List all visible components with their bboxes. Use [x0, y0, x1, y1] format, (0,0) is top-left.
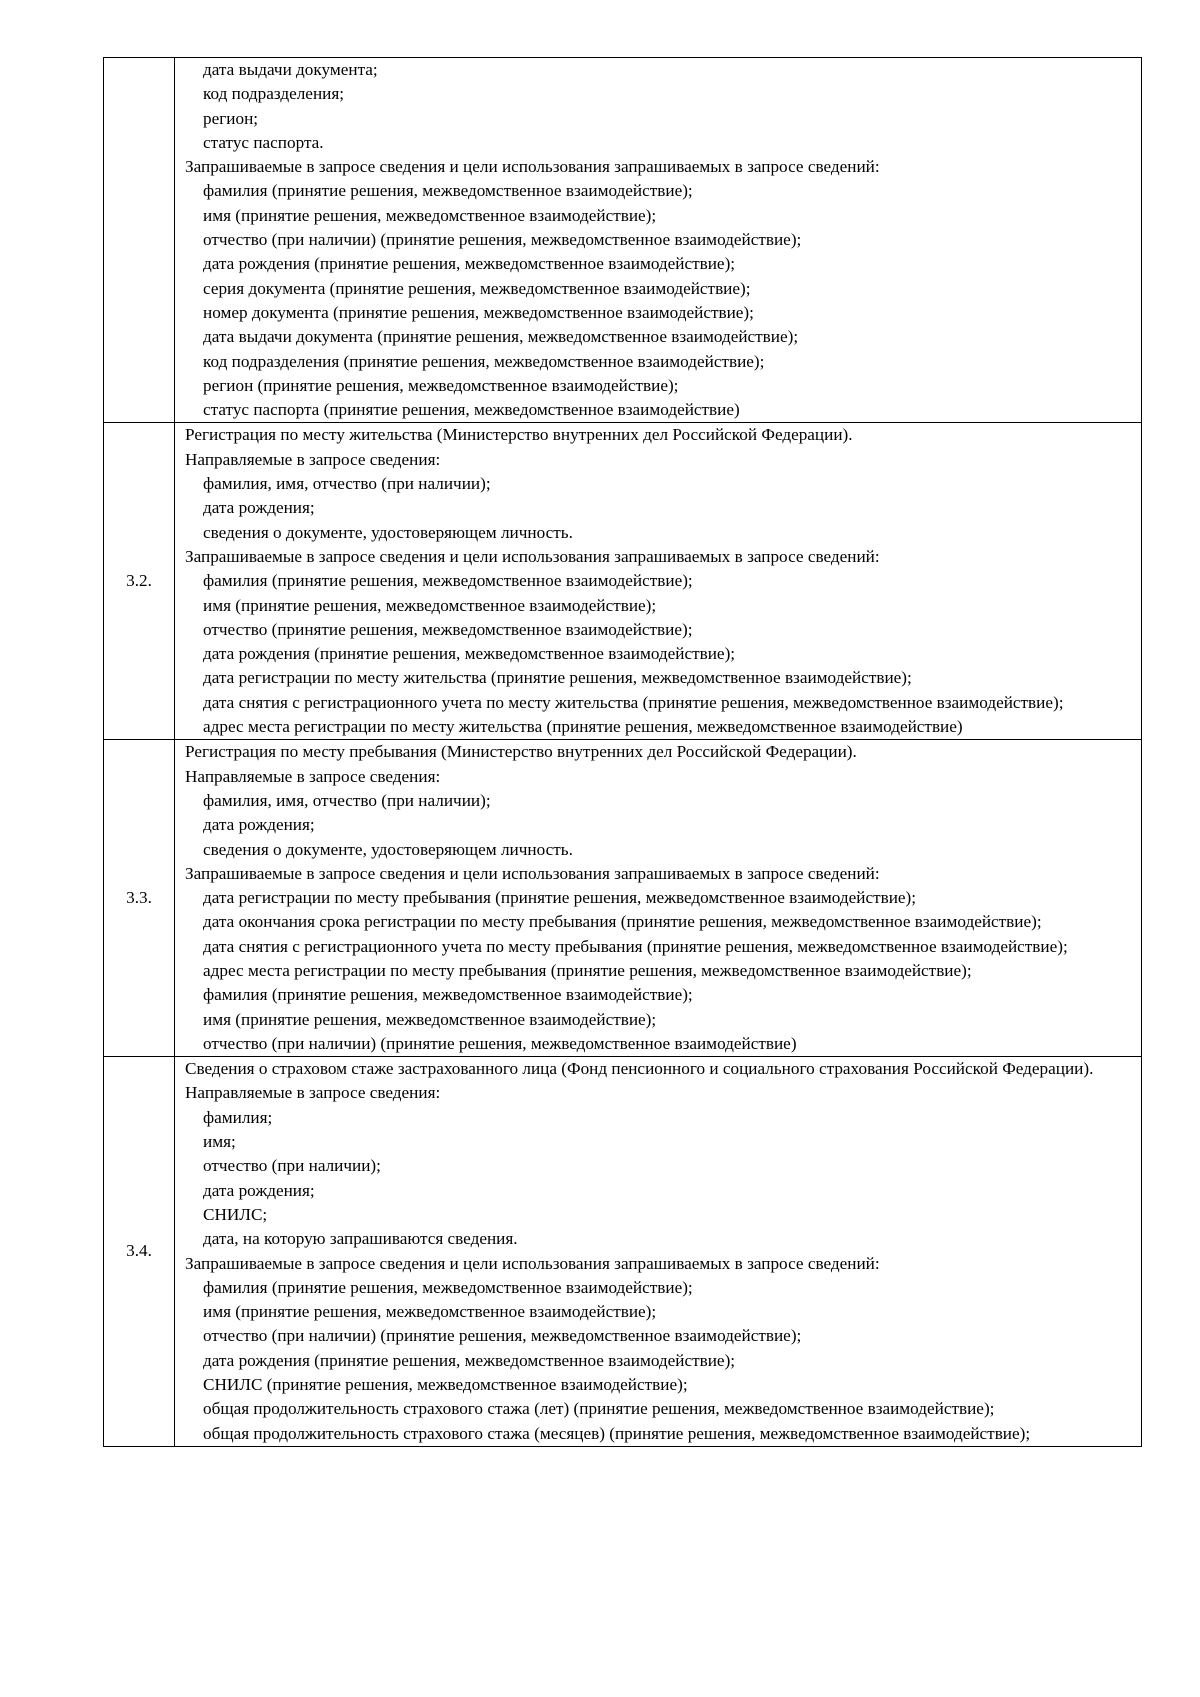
list-item: дата выдачи документа; — [203, 60, 378, 79]
paragraph-text: Сведения о страховом стаже застрахованного лица (Фонд пенсионного и социального страхования Российской Федерации). — [185, 1059, 1094, 1079]
paragraph-text: Регистрация по месту пребывания (Министерство внутренних дел Российской Федерации). — [185, 742, 857, 762]
list-item: имя (принятие решения, межведомственное взаимодействие); — [203, 595, 657, 615]
list-item: дата выдачи документа (принятие решения, межведомственное взаимодействие); — [203, 327, 799, 347]
list-item: статус паспорта. — [203, 132, 324, 152]
list-item: дата рождения; — [203, 498, 315, 518]
row-number-cell: 3.3. — [104, 740, 175, 1057]
list-item: серия документа (принятие решения, межведомственное взаимодействие); — [203, 278, 751, 298]
list-item: отчество (при наличии) (принятие решения, межведомственное взаимодействие); — [203, 1326, 802, 1346]
list-item: статус паспорта (принятие решения, межведомственное взаимодействие) — [203, 400, 740, 420]
list-item: общая продолжительность страхового стажа (месяцев) (принятие решения, межведомственное взаимодействие); — [203, 1423, 1031, 1443]
paragraph-text: Направляемые в запросе сведения: — [185, 449, 441, 469]
list-item: дата регистрации по месту жительства (принятие решения, межведомственное взаимодействие); — [203, 668, 912, 688]
requirements-table — [103, 57, 1142, 1447]
row-number-cell: 3.4. — [104, 1057, 175, 1447]
row-number-cell: 3.2. — [104, 423, 175, 740]
list-item: отчество (принятие решения, межведомственное взаимодействие); — [203, 619, 693, 639]
table-row — [104, 58, 1142, 423]
list-item: дата рождения; — [203, 815, 315, 835]
list-item: адрес места регистрации по месту жительства (принятие решения, межведомственное взаимодействие) — [203, 717, 963, 737]
list-item: сведения о документе, удостоверяющем личность. — [203, 522, 573, 542]
list-item: дата снятия с регистрационного учета по месту пребывания (принятие решения, межведомственное взаимодействие); — [203, 936, 1068, 956]
list-item: номер документа (принятие решения, межведомственное взаимодействие); — [203, 302, 754, 322]
list-item: СНИЛС (принятие решения, межведомственное взаимодействие); — [203, 1375, 688, 1395]
list-item: адрес места регистрации по месту пребывания (принятие решения, межведомственное взаимодействие); — [203, 960, 972, 980]
row-number-cell — [104, 58, 175, 423]
table-row — [104, 423, 1142, 740]
list-item: дата рождения (принятие решения, межведомственное взаимодействие); — [203, 644, 736, 664]
list-item: дата окончания срока регистрации по месту пребывания (принятие решения, межведомственное взаимодействие); — [203, 912, 1042, 932]
list-item: дата рождения (принятие решения, межведомственное взаимодействие); — [203, 1350, 736, 1370]
table-row — [104, 740, 1142, 1057]
list-item: фамилия, имя, отчество (при наличии); — [203, 790, 491, 810]
paragraph-text: Запрашиваемые в запросе сведения и цели использования запрашиваемых в запросе сведений: — [185, 157, 880, 177]
requirements-table-body — [104, 58, 1142, 1447]
list-item: фамилия (принятие решения, межведомственное взаимодействие); — [203, 571, 693, 591]
list-item: фамилия (принятие решения, межведомственное взаимодействие); — [203, 1277, 693, 1297]
list-item: отчество (при наличии) (принятие решения, межведомственное взаимодействие); — [203, 230, 802, 250]
list-item: дата рождения; — [203, 1180, 315, 1200]
row-content-cell — [175, 1057, 1142, 1447]
list-item: имя (принятие решения, межведомственное взаимодействие); — [203, 1302, 657, 1322]
list-item: регион; — [203, 108, 259, 128]
paragraph-text: Запрашиваемые в запросе сведения и цели использования запрашиваемых в запросе сведений: — [185, 1253, 880, 1273]
list-item: дата, на которую запрашиваются сведения. — [203, 1229, 518, 1249]
list-item: фамилия; — [203, 1107, 273, 1127]
list-item: отчество (при наличии); — [203, 1156, 381, 1176]
list-item: код подразделения; — [203, 84, 345, 104]
row-content-cell — [175, 423, 1142, 740]
paragraph-text: Запрашиваемые в запросе сведения и цели использования запрашиваемых в запросе сведений: — [185, 863, 880, 883]
list-item: регион (принятие решения, межведомственное взаимодействие); — [203, 375, 679, 395]
list-item: фамилия, имя, отчество (при наличии); — [203, 474, 491, 494]
list-item: дата регистрации по месту пребывания (принятие решения, межведомственное взаимодействие); — [203, 888, 917, 908]
list-item: фамилия (принятие решения, межведомственное взаимодействие); — [203, 181, 693, 201]
row-content-cell — [175, 58, 1142, 423]
list-item: дата снятия с регистрационного учета по месту жительства (принятие решения, межведомственное взаимодействие); — [203, 692, 1064, 712]
list-item: имя (принятие решения, межведомственное взаимодействие); — [203, 205, 657, 225]
paragraph-text: Запрашиваемые в запросе сведения и цели использования запрашиваемых в запросе сведений: — [185, 546, 880, 566]
list-item: имя; — [203, 1132, 236, 1152]
paragraph-text: Направляемые в запросе сведения: — [185, 1083, 441, 1103]
list-item: код подразделения (принятие решения, межведомственное взаимодействие); — [203, 351, 765, 371]
list-item: отчество (при наличии) (принятие решения, межведомственное взаимодействие) — [203, 1033, 797, 1053]
list-item: дата рождения (принятие решения, межведомственное взаимодействие); — [203, 254, 736, 274]
list-item: СНИЛС; — [203, 1204, 268, 1224]
list-item: фамилия (принятие решения, межведомственное взаимодействие); — [203, 985, 693, 1005]
table-row — [104, 1057, 1142, 1447]
row-content-cell — [175, 740, 1142, 1057]
list-item: имя (принятие решения, межведомственное взаимодействие); — [203, 1009, 657, 1029]
paragraph-text: Направляемые в запросе сведения: — [185, 766, 441, 786]
list-item: общая продолжительность страхового стажа (лет) (принятие решения, межведомственное взаимодействие); — [203, 1399, 995, 1419]
paragraph-text: Регистрация по месту жительства (Министерство внутренних дел Российской Федерации). — [185, 425, 853, 445]
list-item: сведения о документе, удостоверяющем личность. — [203, 839, 573, 859]
